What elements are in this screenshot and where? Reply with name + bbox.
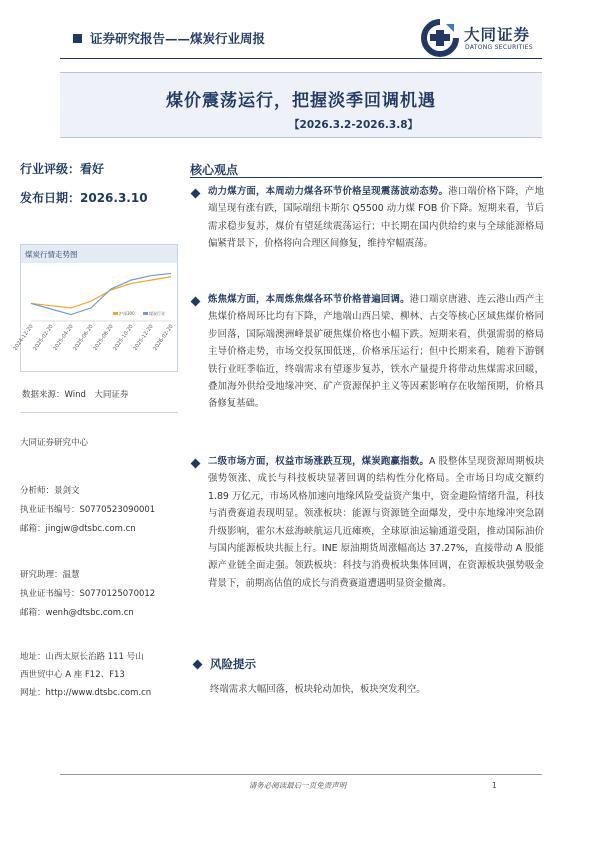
- footer-divider: [60, 774, 542, 775]
- series-line-0: [31, 277, 171, 308]
- bullet-diamond-icon: [191, 459, 201, 469]
- header-square-icon: [73, 34, 82, 43]
- page-number: 1: [492, 781, 497, 790]
- datong-logo: [420, 20, 550, 56]
- header-divider: [60, 58, 542, 59]
- point-body: 港口端价格下降，产地端呈现有涨有跌，国际端纽卡斯尔 Q5500 动力煤 FOB 价下降。短期来看，节后需求稳步复苏，煤价有望延续震荡运行；中长期在国内供给约束与全球能源格局偏紧背景下，价格将向合理区间修复，维持窄幅震荡。: [208, 186, 544, 250]
- analyst-email[interactable]: 邮箱：jingjw@dtsbc.com.cn: [20, 524, 136, 534]
- point-lead: 二级市场方面，权益市场涨跌互现，煤炭跑赢指数。: [208, 456, 429, 467]
- website-link[interactable]: 网址：http://www.dtsbc.com.cn: [20, 688, 152, 698]
- trend-chart: [12, 244, 178, 372]
- assistant-email[interactable]: 邮箱：wenh@dtsbc.com.cn: [20, 608, 134, 618]
- data-source: 数据来源：Wind 大同证券: [22, 390, 129, 400]
- report-date-range: 【2026.3.2-2026.3.8】: [289, 119, 418, 131]
- x-tick-label: 2025-04-20: [52, 323, 75, 352]
- chart-title: 煤炭行情走势图: [25, 250, 78, 259]
- research-center: 大同证券研究中心: [20, 438, 89, 448]
- core-section-title: 核心观点: [190, 163, 239, 177]
- x-tick-label: 2025-06-20: [72, 323, 95, 352]
- bullet-diamond-icon: [191, 297, 201, 307]
- sidebar-divider: [20, 412, 178, 413]
- analyst-name: 分析师：景剑文: [20, 486, 80, 496]
- bullet-diamond-icon: [191, 189, 201, 199]
- risk-title: 风险提示: [210, 657, 256, 671]
- report-type-title: 证券研究报告——煤炭行业周报: [90, 31, 266, 46]
- x-tick-label: 2025-12-20: [132, 323, 155, 352]
- core-point-coking-coal: [208, 291, 544, 413]
- assistant-name: 研究助理：温慧: [20, 570, 80, 580]
- disclaimer-note: 请务必阅读最后一页免责声明: [248, 781, 347, 790]
- point-lead: 炼焦煤方面，本周炼焦煤各环节价格普遍回调。: [208, 294, 410, 305]
- address-line-2: 西世贸中心 A 座 F12、F13: [20, 670, 125, 680]
- core-point-thermal-coal: [208, 183, 544, 253]
- datong-logo-icon: [420, 20, 460, 56]
- analyst-cert: 执业证书编号：S0770523090001: [20, 505, 156, 515]
- legend-label-0: 沪深300: [119, 311, 135, 316]
- industry-rating: 行业评级：看好: [20, 162, 105, 176]
- core-point-secondary-market: [208, 453, 544, 592]
- risk-diamond-icon: [193, 660, 203, 670]
- address-line-1: 地址：山西太原长治路 111 号山: [20, 652, 144, 662]
- x-tick-label: 2024-12-20: [12, 323, 35, 352]
- legend-swatch-1: [143, 312, 148, 315]
- logo-english-name: DATONG SECURITIES: [465, 44, 533, 51]
- logo-chinese-name: 大同证券: [464, 26, 531, 44]
- point-body: 港口端京唐港、连云港山西产主焦煤价格周环比均有下降，产地端山西吕梁、柳林、古交等核心区域焦煤价格同步回落，国际端澳洲峰景矿硬焦煤价格也小幅下跌。短期来看，供强需弱的格局主导价格走势，市场交投氛围低迷，价格承压运行；但中长期来看，随着下游钢铁行业旺季临近，终端需求有望逐步复苏，铁水产量提升将带动焦煤需求回暖，叠加海外供给受地缘冲突、矿产资源保护主义等因素影响存在收缩预期，价格具备修复基础。: [208, 294, 544, 410]
- legend-label-1: 煤炭行业: [149, 311, 165, 316]
- chart-header: [21, 245, 177, 263]
- x-tick-label: 2025-02-20: [32, 323, 55, 352]
- x-tick-label: 2025-08-20: [92, 323, 115, 352]
- assistant-cert: 执业证书编号：S0770125070012: [20, 589, 156, 599]
- legend-swatch-0: [113, 312, 118, 315]
- trend-chart-plot: [12, 263, 177, 371]
- point-body: A 股整体呈现资源周期板块强势领涨、成长与科技板块显著回调的结构性分化格局。全市场日均成交额约 1.89 万亿元，市场风格加速向地缘风险受益资产集中，资金避险情绪升温，科技与消费赛道表现明显。领涨板块：能源与资源链全面爆发，受中东地缘冲突急剧升级影响，霍尔木兹海峡航运几近瘫痪，全球原油运输通道受阻，推动国际油价与国内能源板块共振上行。INE 原油期货周涨幅高达 37.27%，直接带动 A 股能源产业链全面走强。领跌板块：科技与消费板块集体回调，在资源板块强势吸金背景下，前期高估值的成长与消费赛道遭遇明显资金撤离。: [208, 456, 544, 589]
- x-tick-label: 2025-10-20: [112, 323, 135, 352]
- title-box: [60, 72, 542, 138]
- point-lead: 动力煤方面，本周动力煤各环节价格呈现震荡波动态势。: [208, 186, 449, 197]
- x-tick-label: 2026-02-20: [152, 323, 175, 352]
- core-section-divider: [190, 177, 542, 178]
- series-line-1: [31, 273, 171, 314]
- publish-date: 发布日期：2026.3.10: [20, 191, 148, 205]
- risk-text: 终端需求大幅回落，板块轮动加快，板块突发利空。: [210, 684, 426, 695]
- report-main-title: 煤价震荡运行，把握淡季回调机遇: [166, 91, 436, 111]
